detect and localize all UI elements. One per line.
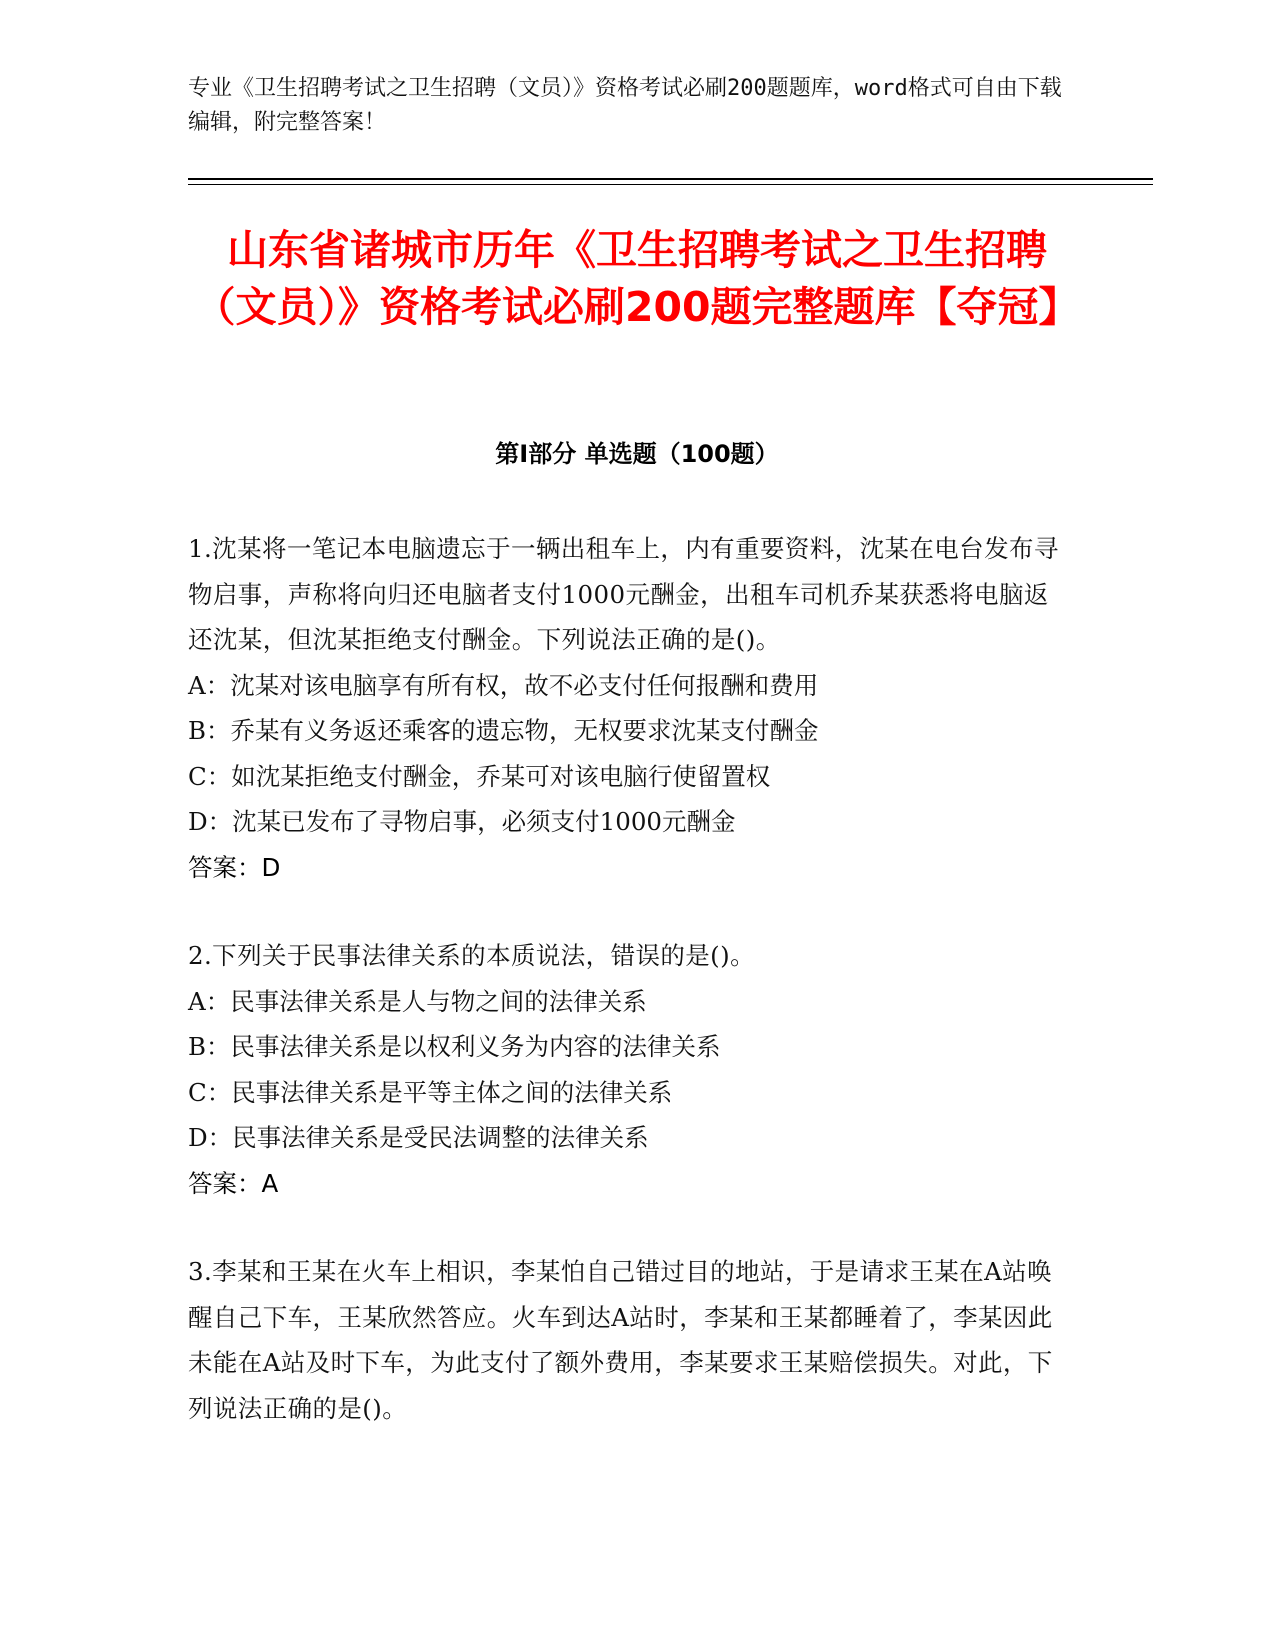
question-list	[188, 526, 1068, 1474]
document-title: 山东省诸城市历年《卫生招聘考试之卫生招聘（文员）》资格考试必刷200题完整题库【夺冠】	[194, 226, 1080, 331]
option-a: A：沈某对该电脑享有所有权，故不必支付任何报酬和费用	[188, 670, 819, 700]
option-b: B：乔某有义务返还乘客的遗忘物，无权要求沈某支付酬金	[188, 716, 819, 745]
option-a: A：民事法律关系是人与物之间的法律关系	[188, 986, 647, 1016]
question-item	[188, 526, 1068, 890]
question-stem: 1.沈某将一笔记本电脑遗忘于一辆出租车上，内有重要资料，沈某在电台发布寻物启事，声称将向归还电脑者支付1000元酬金，出租车司机乔某获悉将电脑返还沈某，但沈某拒绝支付酬金。下列说法正确的是()。	[188, 534, 1059, 654]
answer-line: 答案：D	[188, 852, 281, 882]
question-item	[188, 1249, 1068, 1431]
option-d: D：民事法律关系是受民法调整的法律关系	[188, 1123, 649, 1152]
option-d: D：沈某已发布了寻物启事，必须支付1000元酬金	[188, 807, 736, 836]
header-note: 专业《卫生招聘考试之卫生招聘（文员）》资格考试必刷200题题库，word格式可自由下载编辑，附完整答案！	[188, 76, 1062, 135]
answer-line: 答案：A	[188, 1168, 279, 1198]
header-divider-thick	[188, 178, 1153, 180]
option-c: C：如沈某拒绝支付酬金，乔某可对该电脑行使留置权	[188, 761, 771, 791]
section-title: 第I部分 单选题（100题）	[495, 440, 779, 468]
option-c: C：民事法律关系是平等主体之间的法律关系	[188, 1077, 673, 1107]
header-divider-thin	[188, 184, 1153, 185]
question-stem: 2.下列关于民事法律关系的本质说法，错误的是()。	[188, 941, 755, 970]
question-item	[188, 933, 1068, 1206]
option-b: B：民事法律关系是以权利义务为内容的法律关系	[188, 1032, 721, 1061]
question-stem: 3.李某和王某在火车上相识，李某怕自己错过目的地站，于是请求王某在A站唤醒自己下车，王某欣然答应。火车到达A站时，李某和王某都睡着了，李某因此未能在A站及时下车，为此支付了额外费用，李某要求王某赔偿损失。对此，下列说法正确的是()。	[188, 1257, 1053, 1423]
